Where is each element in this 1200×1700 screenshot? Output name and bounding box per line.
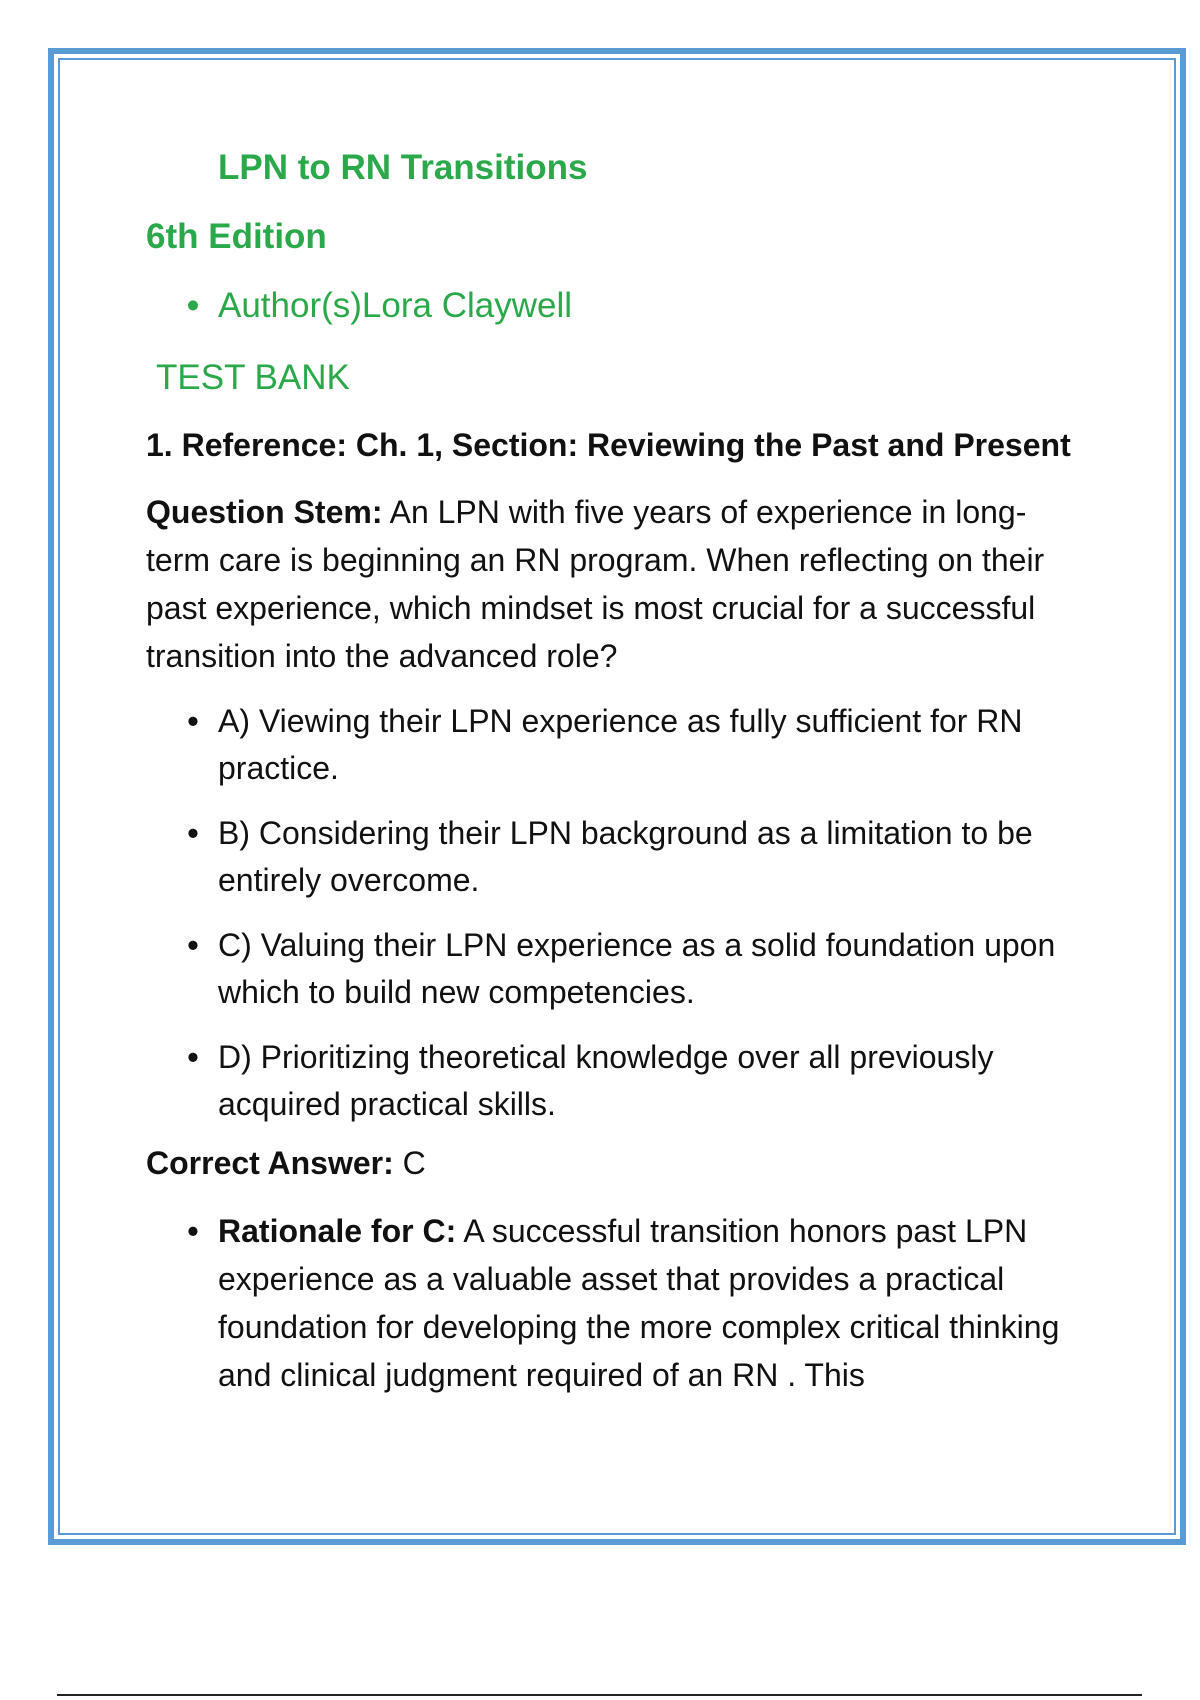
answer-option-d <box>146 1034 1086 1128</box>
bottom-rule <box>57 1694 1142 1696</box>
question-stem-text: An LPN with five years of experience in long-term care is beginning an RN program. When reflecting on their past experience, which mindset is most crucial for a successful transition into the advanced role? <box>146 494 1045 674</box>
bullet-icon: • <box>187 927 199 963</box>
correct-answer-label: Correct Answer: <box>146 1145 394 1181</box>
question-stem <box>146 488 1086 680</box>
correct-answer <box>146 1145 426 1182</box>
answer-options <box>146 698 1086 1146</box>
book-edition: 6th Edition <box>146 217 327 256</box>
bullet-icon: • <box>186 286 200 325</box>
rationale <box>146 1207 1086 1399</box>
answer-option-b <box>146 810 1086 904</box>
answer-option-c <box>146 922 1086 1016</box>
answer-option-text: D) Prioritizing theoretical knowledge over all previously acquired practical skills. <box>218 1039 994 1122</box>
rationale-label: Rationale for C: <box>218 1213 457 1249</box>
correct-answer-value: C <box>393 1145 426 1181</box>
bullet-icon: • <box>187 703 199 739</box>
test-bank-label: TEST BANK <box>156 358 350 397</box>
author-text: Author(s)Lora Claywell <box>218 286 573 325</box>
bullet-icon: • <box>187 1039 199 1075</box>
question-reference: 1. Reference: Ch. 1, Section: Reviewing the Past and Present <box>146 427 1071 463</box>
rationale-text: A successful transition honors past LPN experience as a valuable asset that provides a practical foundation for developing the more complex critical thinking and clinical judgment required of an RN . This <box>218 1213 1060 1393</box>
book-title: LPN to RN Transitions <box>218 148 588 187</box>
answer-option-text: C) Valuing their LPN experience as a solid foundation upon which to build new competencies. <box>218 927 1056 1010</box>
answer-option-text: A) Viewing their LPN experience as fully sufficient for RN practice. <box>218 703 1023 786</box>
bullet-icon: • <box>187 1213 199 1249</box>
answer-option-a <box>146 698 1086 792</box>
question-stem-label: Question Stem: <box>146 494 383 530</box>
bullet-icon: • <box>187 815 199 851</box>
answer-option-text: B) Considering their LPN background as a limitation to be entirely overcome. <box>218 815 1033 898</box>
